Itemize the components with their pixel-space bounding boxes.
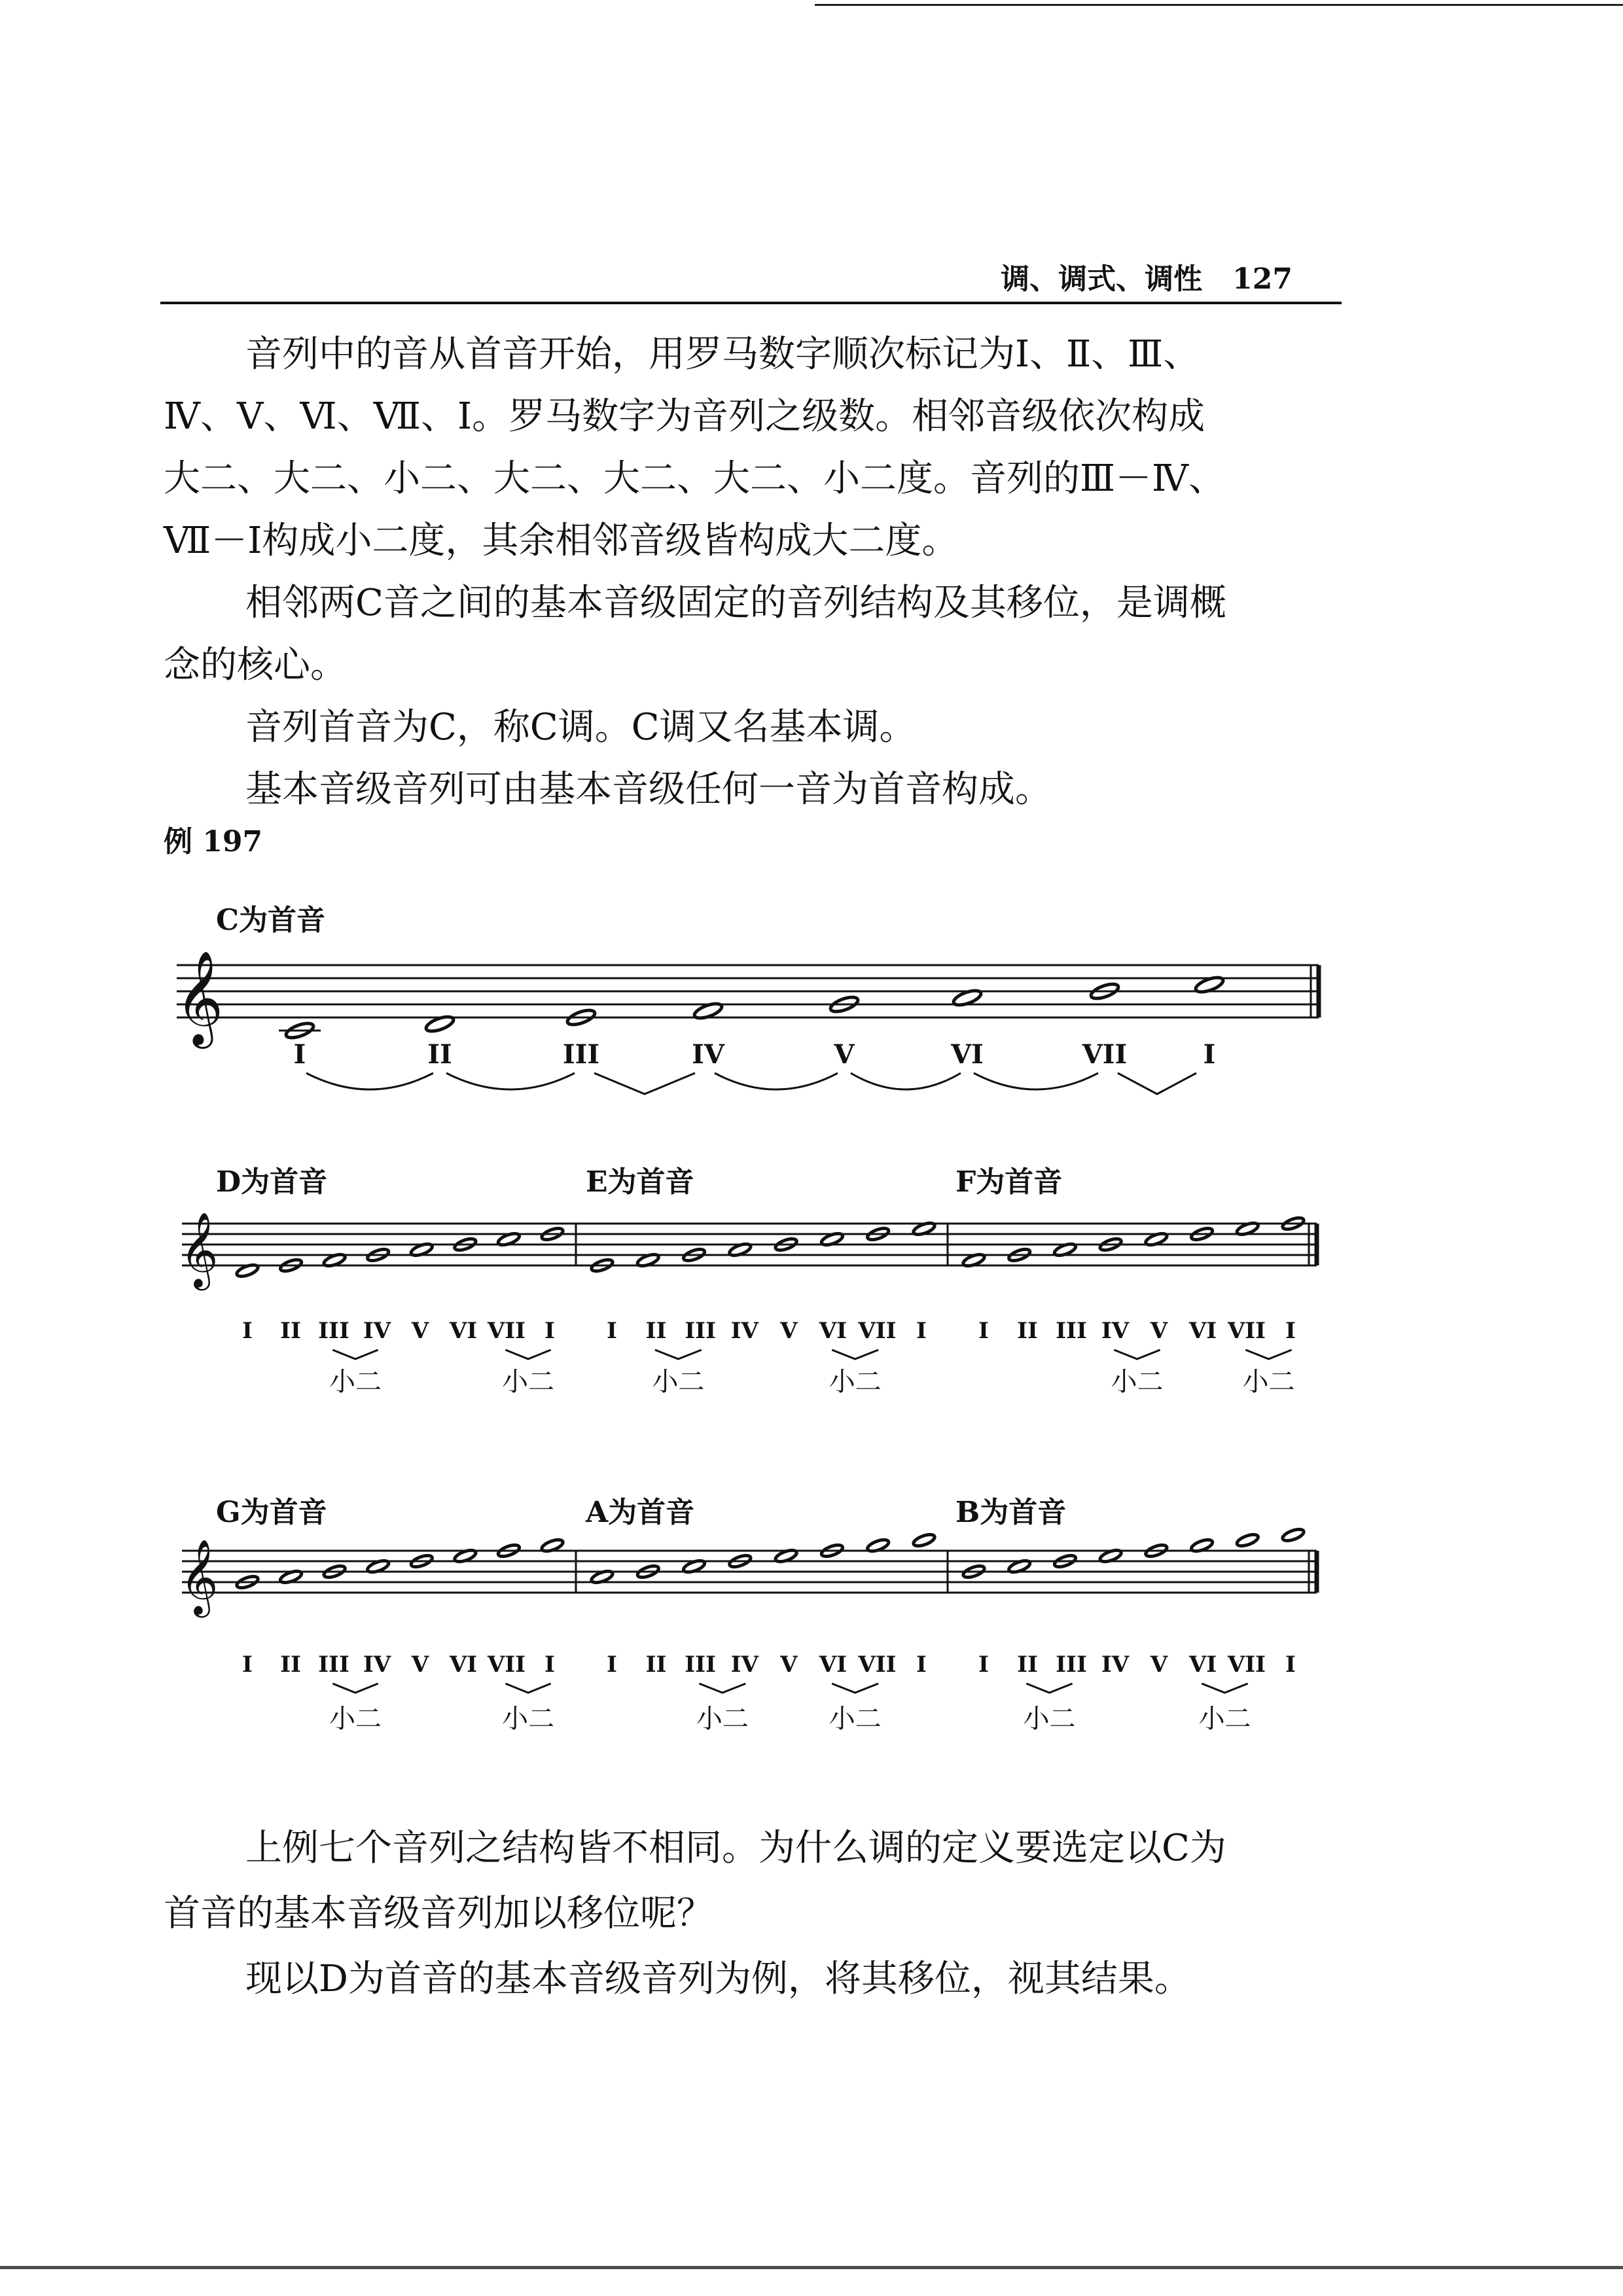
small-second-mark xyxy=(1026,1684,1072,1693)
degree-label-d-scale-4: IV xyxy=(363,1318,391,1344)
degree-label-b-scale-7: VII xyxy=(1227,1651,1266,1678)
note-f-scale-4 xyxy=(1099,1237,1123,1252)
note-f-scale-2 xyxy=(1007,1247,1031,1263)
degree-label-c-scale-8: I xyxy=(1203,1039,1216,1070)
closing-paragraph-2: 现以D为首音的基本音级音列为例，将其移位，视其结果。 xyxy=(245,1958,1191,2000)
degree-label-e-scale-4: IV xyxy=(730,1318,758,1344)
degree-label-c-scale-3: III xyxy=(562,1039,600,1070)
small-second-mark xyxy=(332,1350,378,1359)
degree-label-a-scale-3: III xyxy=(685,1651,717,1678)
degree-label-a-scale-5: V xyxy=(780,1651,798,1678)
degree-label-d-scale-5: V xyxy=(411,1318,429,1344)
degree-label-e-scale-1: I xyxy=(607,1318,617,1344)
degree-label-e-scale-5: V xyxy=(780,1318,798,1344)
note-e-scale-5 xyxy=(774,1237,798,1252)
note-g-scale-7 xyxy=(497,1543,521,1559)
treble-clef-icon: 𝄞 xyxy=(180,1539,219,1615)
note-f-scale-5 xyxy=(1145,1231,1169,1247)
running-title: 调、调式、调性 xyxy=(1001,262,1203,296)
small-second-mark xyxy=(832,1350,878,1359)
scale-title-c: C为首音 xyxy=(216,904,326,937)
small-second-label: 小二 xyxy=(696,1704,749,1734)
degree-label-g-scale-7: VII xyxy=(487,1651,526,1678)
interval-mark-small-second xyxy=(1118,1073,1196,1094)
degree-label-c-scale-5: V xyxy=(834,1039,855,1070)
small-second-label: 小二 xyxy=(329,1704,382,1734)
scale-title-e: E为首音 xyxy=(586,1165,694,1199)
note-f-scale-7 xyxy=(1236,1221,1260,1237)
note-b-scale-5 xyxy=(1145,1543,1169,1559)
small-second-mark xyxy=(505,1684,550,1693)
small-second-mark xyxy=(1245,1350,1291,1359)
note-c-scale-8 xyxy=(1194,975,1224,995)
degree-label-f-scale-8: I xyxy=(1285,1318,1296,1344)
note-e-scale-4 xyxy=(728,1242,753,1258)
note-c-scale-2 xyxy=(424,1014,455,1034)
top-edge-rule xyxy=(815,4,1623,6)
note-g-scale-2 xyxy=(279,1569,303,1585)
degree-label-c-scale-2: II xyxy=(427,1039,452,1070)
degree-label-f-scale-3: III xyxy=(1056,1318,1087,1344)
degree-label-g-scale-4: IV xyxy=(363,1651,391,1678)
closing-paragraph-1-line-1: 上例七个音列之结构皆不相同。为什么调的定义要选定以C为 xyxy=(245,1827,1226,1869)
treble-clef-icon: 𝄞 xyxy=(180,1212,219,1288)
paragraph-1-line-1: 音列中的音从首音开始，用罗马数字顺次标记为Ⅰ、Ⅱ、Ⅲ、 xyxy=(245,333,1200,376)
note-a-scale-2 xyxy=(636,1564,660,1580)
note-d-scale-1 xyxy=(236,1263,260,1279)
note-a-scale-5 xyxy=(774,1548,798,1564)
note-c-scale-1 xyxy=(284,1021,315,1041)
note-c-scale-6 xyxy=(952,988,982,1008)
degree-label-c-scale-4: IV xyxy=(692,1039,724,1070)
small-second-mark xyxy=(505,1350,550,1359)
degree-label-b-scale-5: V xyxy=(1150,1651,1168,1678)
note-b-scale-7 xyxy=(1236,1532,1260,1548)
degree-label-a-scale-8: I xyxy=(916,1651,927,1678)
degree-label-f-scale-7: VII xyxy=(1227,1318,1266,1344)
scale-title-a: A为首音 xyxy=(586,1496,695,1529)
small-second-label: 小二 xyxy=(829,1367,882,1397)
degree-label-g-scale-8: I xyxy=(544,1651,555,1678)
degree-label-c-scale-1: I xyxy=(293,1039,306,1070)
note-g-scale-8 xyxy=(541,1538,565,1553)
note-b-scale-6 xyxy=(1190,1538,1214,1553)
small-second-label: 小二 xyxy=(1111,1367,1164,1397)
degree-label-b-scale-6: VI xyxy=(1188,1651,1217,1678)
degree-label-a-scale-6: VI xyxy=(819,1651,847,1678)
scale-title-d: D为首音 xyxy=(216,1165,328,1199)
degree-label-a-scale-4: IV xyxy=(730,1651,758,1678)
bottom-edge-rule xyxy=(0,2266,1623,2269)
degree-label-e-scale-7: VII xyxy=(858,1318,897,1344)
small-second-label: 小二 xyxy=(1242,1367,1295,1397)
paragraph-1-line-3: 大二、大二、小二、大二、大二、大二、小二度。音列的Ⅲ－Ⅳ、 xyxy=(164,457,1225,500)
paragraph-3: 音列首音为C，称C调。C调又名基本调。 xyxy=(245,706,916,749)
degree-label-d-scale-1: I xyxy=(242,1318,253,1344)
degree-label-c-scale-7: VII xyxy=(1082,1039,1128,1070)
degree-label-a-scale-1: I xyxy=(607,1651,617,1678)
degree-label-d-scale-6: VI xyxy=(449,1318,478,1344)
small-second-label: 小二 xyxy=(329,1367,382,1397)
degree-label-g-scale-6: VI xyxy=(449,1651,478,1678)
note-d-scale-6 xyxy=(454,1237,478,1252)
degree-label-e-scale-6: VI xyxy=(819,1318,847,1344)
interval-mark-major-second xyxy=(306,1073,433,1089)
paragraph-1-line-4: Ⅶ－Ⅰ构成小二度，其余相邻音级皆构成大二度。 xyxy=(164,520,959,562)
note-e-scale-8 xyxy=(912,1221,936,1237)
note-f-scale-8 xyxy=(1281,1216,1306,1231)
small-second-mark xyxy=(655,1350,702,1359)
note-a-scale-1 xyxy=(590,1569,615,1585)
note-c-scale-3 xyxy=(565,1008,596,1028)
note-g-scale-4 xyxy=(366,1559,390,1574)
small-second-mark xyxy=(332,1684,378,1693)
degree-label-e-scale-3: III xyxy=(685,1318,717,1344)
note-a-scale-6 xyxy=(820,1543,844,1559)
degree-label-f-scale-6: VI xyxy=(1188,1318,1217,1344)
small-second-label: 小二 xyxy=(1198,1704,1251,1734)
degree-label-f-scale-4: IV xyxy=(1101,1318,1130,1344)
note-e-scale-6 xyxy=(820,1231,844,1247)
note-b-scale-8 xyxy=(1281,1527,1306,1543)
note-a-scale-8 xyxy=(912,1532,936,1548)
interval-mark-major-second xyxy=(715,1073,838,1089)
header-rule xyxy=(160,302,1342,304)
note-e-scale-7 xyxy=(866,1226,890,1242)
note-e-scale-2 xyxy=(636,1252,660,1268)
small-second-mark xyxy=(1202,1684,1247,1693)
scale-title-f: F为首音 xyxy=(955,1165,1063,1199)
small-second-label: 小二 xyxy=(829,1704,882,1734)
degree-label-g-scale-5: V xyxy=(411,1651,429,1678)
interval-mark-small-second xyxy=(594,1073,695,1094)
degree-label-a-scale-2: II xyxy=(645,1651,667,1678)
degree-label-c-scale-6: VI xyxy=(951,1039,984,1070)
degree-label-b-scale-2: II xyxy=(1017,1651,1038,1678)
degree-label-b-scale-3: III xyxy=(1056,1651,1087,1678)
interval-mark-major-second xyxy=(851,1073,961,1089)
note-d-scale-7 xyxy=(497,1231,521,1247)
paragraph-2-line-2: 念的核心。 xyxy=(164,644,347,686)
small-second-mark xyxy=(1114,1350,1160,1359)
degree-label-g-scale-2: II xyxy=(280,1651,301,1678)
degree-label-b-scale-8: I xyxy=(1285,1651,1296,1678)
degree-label-g-scale-3: III xyxy=(318,1651,349,1678)
note-f-scale-3 xyxy=(1053,1242,1077,1258)
page-number: 127 xyxy=(1232,262,1293,296)
note-b-scale-4 xyxy=(1099,1548,1123,1564)
note-c-scale-7 xyxy=(1089,981,1120,1002)
note-e-scale-3 xyxy=(682,1247,706,1263)
closing-paragraph-1-line-2: 首音的基本音级音列加以移位呢？ xyxy=(164,1892,713,1935)
note-b-scale-2 xyxy=(1007,1559,1031,1574)
note-b-scale-1 xyxy=(962,1564,986,1580)
degree-label-d-scale-2: II xyxy=(280,1318,301,1344)
note-f-scale-6 xyxy=(1190,1226,1214,1242)
note-a-scale-7 xyxy=(866,1538,890,1553)
note-g-scale-5 xyxy=(410,1553,434,1569)
degree-label-g-scale-1: I xyxy=(242,1651,253,1678)
degree-label-e-scale-8: I xyxy=(916,1318,927,1344)
interval-mark-major-second xyxy=(446,1073,575,1089)
small-second-mark xyxy=(699,1684,745,1693)
treble-clef-icon: 𝄞 xyxy=(175,951,224,1045)
small-second-label: 小二 xyxy=(502,1704,554,1734)
note-d-scale-2 xyxy=(279,1258,303,1273)
paragraph-1-line-2: Ⅳ、Ⅴ、Ⅵ、Ⅶ、Ⅰ。罗马数字为音列之级数。相邻音级依次构成 xyxy=(164,395,1205,438)
note-f-scale-1 xyxy=(962,1252,986,1268)
interval-mark-major-second xyxy=(974,1073,1098,1089)
small-second-label: 小二 xyxy=(1023,1704,1076,1734)
degree-label-a-scale-7: VII xyxy=(858,1651,897,1678)
degree-label-d-scale-3: III xyxy=(318,1318,349,1344)
degree-label-d-scale-7: VII xyxy=(487,1318,526,1344)
paragraph-2-line-1: 相邻两C音之间的基本音级固定的音列结构及其移位，是调概 xyxy=(245,582,1226,624)
note-e-scale-1 xyxy=(590,1258,615,1273)
degree-label-e-scale-2: II xyxy=(645,1318,667,1344)
note-g-scale-1 xyxy=(236,1574,260,1590)
note-c-scale-4 xyxy=(692,1001,723,1021)
paragraph-4: 基本音级音列可由基本音级任何一音为首音构成。 xyxy=(245,768,1052,811)
scale-title-g: G为首音 xyxy=(216,1496,327,1529)
small-second-label: 小二 xyxy=(652,1367,705,1397)
note-d-scale-5 xyxy=(410,1242,434,1258)
note-d-scale-4 xyxy=(366,1247,390,1263)
running-head xyxy=(942,255,1293,297)
note-g-scale-6 xyxy=(454,1548,478,1564)
note-c-scale-5 xyxy=(829,995,859,1015)
small-second-label: 小二 xyxy=(502,1367,554,1397)
scale-title-b: B为首音 xyxy=(955,1496,1067,1529)
degree-label-f-scale-5: V xyxy=(1150,1318,1168,1344)
note-g-scale-3 xyxy=(323,1564,347,1580)
degree-label-b-scale-1: I xyxy=(978,1651,989,1678)
degree-label-f-scale-2: II xyxy=(1017,1318,1038,1344)
note-a-scale-3 xyxy=(682,1559,706,1574)
note-d-scale-8 xyxy=(541,1226,565,1242)
note-a-scale-4 xyxy=(728,1553,753,1569)
degree-label-f-scale-1: I xyxy=(978,1318,989,1344)
degree-label-d-scale-8: I xyxy=(544,1318,555,1344)
note-d-scale-3 xyxy=(323,1252,347,1268)
note-b-scale-3 xyxy=(1053,1553,1077,1569)
example-label: 例 197 xyxy=(164,825,263,858)
degree-label-b-scale-4: IV xyxy=(1101,1651,1130,1678)
small-second-mark xyxy=(832,1684,878,1693)
